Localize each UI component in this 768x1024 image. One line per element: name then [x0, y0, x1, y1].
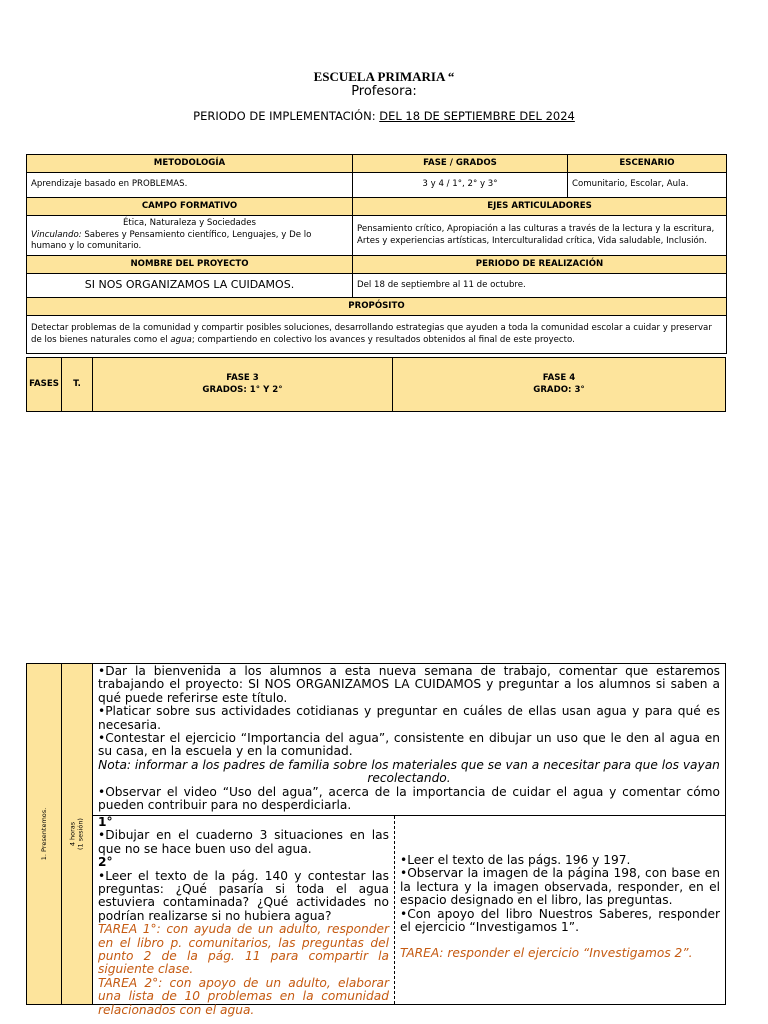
escenario-value: Comunitario, Escolar, Aula.	[568, 173, 727, 198]
time-cell	[62, 664, 93, 1004]
vinculando-value: Saberes y Pensamiento científico, Lenguajes, y De lo humano y lo comunitario.	[31, 229, 312, 252]
fase3-grades: GRADOS: 1° Y 2°	[202, 384, 283, 395]
fases-header	[26, 357, 62, 412]
time-hours: 4 horas	[68, 821, 77, 847]
metodologia-header: METODOLOGÍA	[27, 155, 353, 173]
general-item: •Observar el video “Uso del agua”, acerca de la importancia de cuidar el agua y comentar cómo pueden contribuir para no desperdiciarla.	[98, 784, 720, 813]
period-label: PERIODO DE IMPLEMENTACIÓN:	[193, 109, 376, 123]
fase3-activities	[93, 815, 395, 1017]
proposito-text-1: Detectar problemas de la comunidad y compartir posibles soluciones, desarrollando estrategias que ayuden a toda la comunidad escolar a cuidar y preservar de los bienes naturales como el	[31, 322, 712, 345]
campo-formativo-header: CAMPO FORMATIVO	[27, 198, 353, 216]
fase4-title: FASE 4	[542, 372, 576, 383]
grade1-activity: •Dibujar en el cuaderno 3 situaciones en las que no se hace buen uso del agua.	[98, 828, 389, 856]
phase-name-cell	[27, 664, 62, 1004]
general-item: •Platicar sobre sus actividades cotidianas y preguntar en cuáles de ellas usan agua y para qué es necesaria.	[98, 704, 720, 732]
school-name: ESCUELA PRIMARIA “	[313, 69, 455, 84]
parents-note: Nota: informar a los padres de familia sobre los materiales que se van a necesitar para que los vayan recolectando.	[98, 757, 720, 786]
fase4-grades: GRADO: 3°	[533, 384, 585, 395]
grade2-activity: •Leer el texto de la pág. 140 y contestar las preguntas: ¿Qué pasaría si toda el agua estuviera contaminada? ¿Qué actividades no podrían realizarse si no hubiera agua?	[98, 868, 389, 923]
general-item: •Contestar el ejercicio “Importancia del agua”, consistente en dibujar un uso que le den al agua en su casa, en la escuela y en la comunidad.	[98, 731, 720, 759]
t-label: T.	[73, 378, 81, 389]
grade3-activity: •Leer el texto de las págs. 196 y 197.	[400, 853, 631, 867]
project-info-table	[26, 154, 727, 354]
time-sessions: (1 sesión)	[77, 818, 85, 850]
homework-grade1: TAREA 1°: con ayuda de un adulto, responder en el libro p. comunitarios, las preguntas del punto 2 de la pág. 11 para compartir la siguiente clase.	[98, 922, 389, 977]
escenario-header: ESCENARIO	[568, 155, 727, 173]
fases-label: FASES	[29, 378, 59, 389]
phase-name: 1. Presentemos.	[39, 807, 48, 861]
fase-grados-value: 3 y 4 / 1°, 2° y 3°	[353, 173, 568, 198]
teacher-label: Profesora:	[351, 84, 417, 99]
fase-grados-header: FASE / GRADOS	[353, 155, 568, 173]
campo-formativo-value	[27, 216, 353, 256]
metodologia-value: Aprendizaje basado en PROBLEMAS.	[27, 173, 353, 198]
grade3-activity: •Observar la imagen de la página 198, con base en la lectura y la imagen observada, responder, en el espacio designado en el libro, las preguntas.	[400, 866, 720, 908]
fase4-header	[392, 357, 726, 412]
general-item: •Dar la bienvenida a los alumnos a esta nueva semana de trabajo, comentar que estaremos trabajando el proyecto: SI NOS ORGANIZAMOS LA CUIDAMOS y preguntar a los alumnos si saben a qué puede referirse este título.	[98, 664, 720, 705]
homework-grade3: TAREA: responder el ejercicio “Investigamos 2”.	[400, 946, 693, 961]
proposito-value	[27, 316, 727, 354]
nombre-proyecto-value: SI NOS ORGANIZAMOS LA CUIDAMOS.	[27, 274, 353, 298]
activity-table	[26, 663, 726, 1017]
grade1-label: 1°	[98, 815, 113, 829]
implementation-period	[0, 109, 768, 123]
time-label	[69, 818, 86, 850]
fase4-activities	[395, 816, 725, 1004]
proposito-header: PROPÓSITO	[27, 298, 727, 316]
periodo-realizacion-header: PERIODO DE REALIZACIÓN	[353, 256, 727, 274]
proposito-text-2: ; compartiendo en colectivo los avances y resultados obtenidos al final de este proyecto.	[191, 334, 575, 345]
campo-formativo-name: Ética, Naturaleza y Sociedades	[122, 218, 256, 229]
ejes-articuladores-value: Pensamiento crítico, Apropiación a las culturas a través de la lectura y la escritura, Artes y experiencias artísticas, Interculturalidad crítica, Vida saludable, Inclusión.	[353, 216, 727, 256]
proposito-italic: agua	[170, 334, 192, 345]
grade3-activity: •Con apoyo del libro Nuestros Saberes, responder el ejercicio “Investigamos 1”.	[400, 906, 720, 935]
fase3-title: FASE 3	[226, 372, 259, 383]
nombre-proyecto-header: NOMBRE DEL PROYECTO	[27, 256, 353, 274]
period-value: DEL 18 DE SEPTIEMBRE DEL 2024	[379, 109, 575, 123]
fase3-header	[92, 357, 393, 412]
periodo-realizacion-value: Del 18 de septiembre al 11 de octubre.	[353, 274, 727, 298]
t-header	[61, 357, 93, 412]
vinculando-text	[31, 230, 348, 253]
homework-grade2: TAREA 2°: con apoyo de un adulto, elaborar una lista de 10 problemas en la comunidad relacionados con el agua.	[98, 975, 389, 1017]
ejes-articuladores-header: EJES ARTICULADORES	[353, 198, 727, 216]
grade2-label: 2°	[98, 855, 113, 870]
vinculando-label: Vinculando:	[31, 229, 82, 240]
general-activities	[93, 664, 725, 816]
